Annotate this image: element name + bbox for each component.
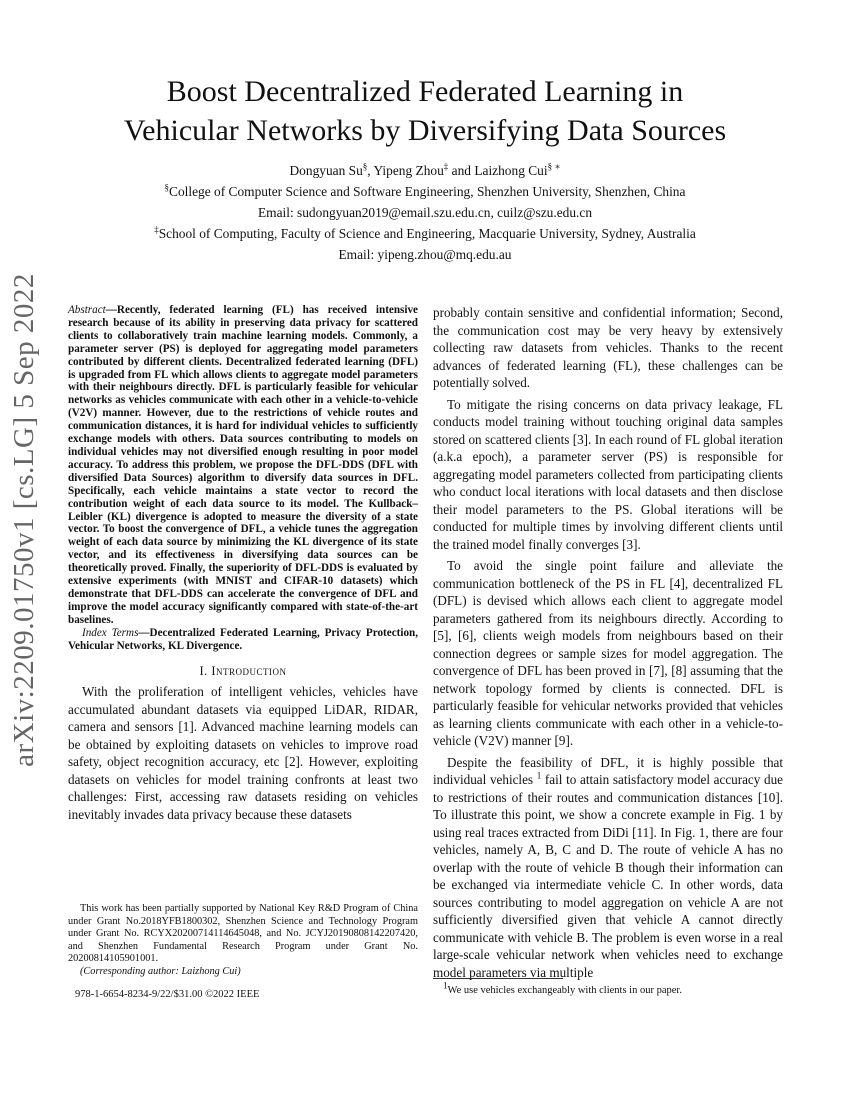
title-line-2: Vehicular Networks by Diversifying Data Sources: [123, 114, 727, 147]
copyright-notice: 978-1-6654-8234-9/22/$31.00 ©2022 IEEE: [75, 989, 260, 1000]
footnote-divider: [433, 978, 563, 979]
arxiv-identifier: arXiv:2209.01750v1 [cs.LG] 5 Sep 2022: [8, 273, 40, 767]
left-column: [68, 304, 418, 823]
footnote-1: $^1$We use vehicles exchangeably with clients in our paper.: [443, 980, 682, 996]
index-terms-label: Index Terms: [82, 626, 139, 639]
right-column: [433, 304, 783, 985]
right-paragraph-2: To avoid the single point failure and alleviate the communication bottleneck of the PS in FL [4], decentralized FL (DFL) is devised which allows each client to aggregate model parameters gathered from its neighbours directly. According to [5], [6], clients weigh models from neighbours based on their connection degrees or sample sizes for model aggregation. The convergence of DFL has been proved in [7], [8] assuming that the network topology formed by clients is connected. DFL is particularly feasible for vehicular networks provided that vehicles as learning clients communicate with each other in a vehicle-to-vehicle (V2V) manner [9].: [433, 558, 783, 748]
funding-footnote: [68, 903, 418, 979]
author-names: Dongyuan Su§, Yipeng Zhou‡ and Laizhong Cui§ ∗: [289, 161, 561, 178]
abstract-label: Abstract: [68, 304, 106, 316]
intro-paragraph-1: With the proliferation of intelligent vehicles, vehicles have accumulated abundant datasets via equipped LiDAR, RIDAR, camera and sensors [1]. Advanced machine learning models can be obtained by exploiting datasets on vehicles to improve road safety, object recognition accuracy, etc [2]. However, exploiting datasets on vehicles for model training confronts at least two challenges: First, accessing raw datasets residing on vehicles inevitably invades data privacy because these datasets: [68, 684, 418, 822]
author-block: [60, 160, 790, 265]
title-line-1: Boost Decentralized Federated Learning in: [166, 75, 684, 108]
corresponding-author: (Corresponding author: Laizhong Cui): [80, 965, 241, 977]
footnote-marker: 1: [536, 770, 542, 781]
right-paragraph-0: probably contain sensitive and confidential information; Second, the communication cost may be very heavy by extensively collecting raw datasets from vehicles. Thanks to the recent advances of federated learning (FL), these challenges can be potentially solved.: [433, 305, 783, 390]
funding-text: This work has been partially supported by National Key R&D Program of China under Grant No.2018YFB1800302, Shenzhen Science and Technology Program under Grant No. RCYX20200714114645048, and No. JCYJ20190808142207420, and Shenzhen Fundamental Research Program under Grant No. 20200814105901001.: [68, 903, 418, 965]
intro-body: [68, 683, 418, 823]
right-paragraph-3: Despite the feasibility of DFL, it is highly possible that individual vehicles $^1$ fail to attain satisfactory model accuracy due to restrictions of their routes and communication distances [10]. To illustrate this point, we show a concrete example in Fig. 1 by using real traces extracted from DiDi [11]. In Fig. 1, there are four vehicles, namely A, B, C and D. The route of vehicle A has no overlap with the route of vehicle B though their information can be exchanged via intermediate vehicle C. In other words, data sources contributing to model aggregation on vehicle A are not sufficiently diversified given that vehicle A cannot directly communicate with vehicle B. The problem is even worse in a real large-scale vehicular network when vehicles need to exchange model parameters via multiple: [433, 754, 783, 980]
affiliation-1: §College of Computer Science and Software Engineering, Shenzhen University, Shenzhen, China: [164, 182, 686, 199]
abstract-text: —Recently, federated learning (FL) has received intensive research because of its ability in preserving data privacy for scattered clients to collaboratively train machine learning models. Commonly, a parameter server (PS) is deployed for aggregating model parameters contributed by different clients. Decentralized federated learning (DFL) is upgraded from FL which allows clients to aggregate model parameters with their neighbours directly. DFL is particularly feasible for vehicular networks as vehicles communicate with each other in a vehicle-to-vehicle (V2V) manner. However, due to the restrictions of vehicle routes and communication distances, it is hard for individual vehicles to sufficiently exchange models with others. Data sources contributing to models on individual vehicles may not diversified enough resulting in poor model accuracy. To address this problem, we propose the DFL-DDS (DFL with diversified Data Sources) algorithm to diversify data sources in DFL. Specifically, each vehicle maintains a state vector to record the contribution weight of each data source to its model. The Kullback–Leibler (KL) divergence is adopted to measure the diversity of a state vector. To boost the convergence of DFL, a vehicle tunes the aggregation weight of each data source by minimizing the KL divergence of its state vector, and its effectiveness in diversifying data sources can be theoretically proved. Finally, the superiority of DFL-DDS is evaluated by extensive experiments (with MNIST and CIFAR-10 datasets) which demonstrate that DFL-DDS can accelerate the convergence of DFL and improve the model accuracy significantly compared with state-of-the-art baselines.: [68, 304, 418, 626]
right-paragraph-1: To mitigate the rising concerns on data privacy leakage, FL conducts model training without touching original data samples stored on scattered clients [3]. In each round of FL global iteration (a.k.a epoch), a parameter server (PS) is responsible for aggregating model parameters collected from participating clients who conduct local iterations with local datasets and then disclose their model parameters to the PS. Global iterations will be conducted for multiple times by involving different clients until the trained model finally converges [3].: [433, 396, 783, 552]
section-heading-introduction: I. Introduction: [199, 664, 287, 679]
abstract: [68, 304, 418, 627]
email-1: Email: sudongyuan2019@email.szu.edu.cn, cuilz@szu.edu.cn: [257, 205, 593, 220]
index-terms: [68, 627, 418, 653]
index-terms-text: —Decentralized Federated Learning, Privacy Protection, Vehicular Networks, KL Divergence.: [68, 626, 418, 652]
paper-title: [60, 72, 790, 150]
affiliation-2: ‡School of Computing, Faculty of Science and Engineering, Macquarie University, Sydney, Australia: [154, 224, 696, 241]
right-body: [433, 304, 783, 981]
email-2: Email: yipeng.zhou@mq.edu.au: [338, 247, 512, 262]
